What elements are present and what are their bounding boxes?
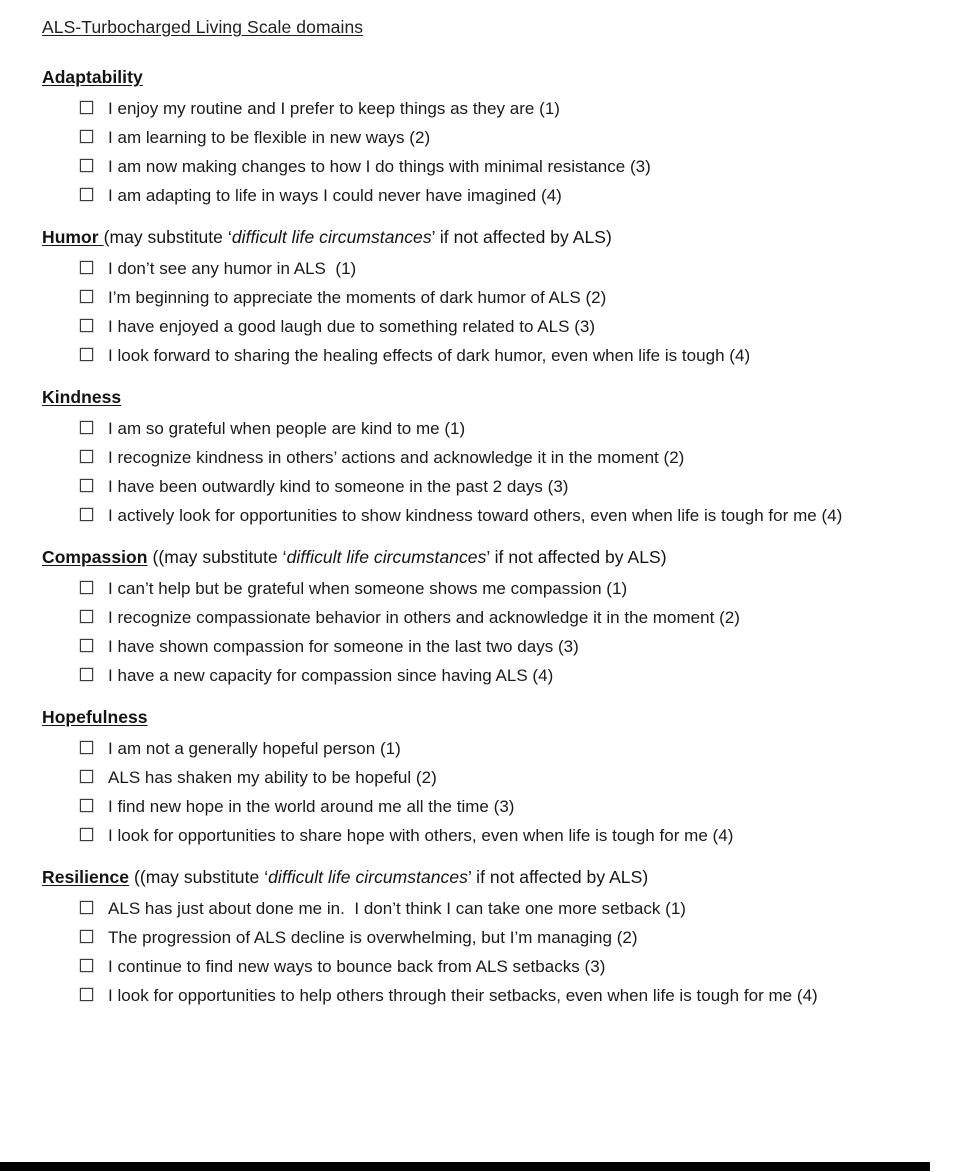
checkbox-item[interactable] bbox=[42, 443, 918, 472]
checkbox-item-label: I have enjoyed a good laugh due to something related to ALS (3) bbox=[108, 317, 596, 336]
domain-item-list bbox=[42, 734, 918, 850]
note-suffix: if not affected by ALS) bbox=[471, 867, 649, 887]
domain-heading-note bbox=[104, 227, 612, 247]
checkbox-item-label: I have been outwardly kind to someone in the past 2 days (3) bbox=[108, 477, 569, 496]
domain-heading bbox=[42, 386, 918, 409]
note-quote-close: ’ bbox=[467, 867, 472, 887]
checkbox-item-label: I look for opportunities to share hope with others, even when life is tough for me (4) bbox=[108, 826, 734, 845]
domain-item-list bbox=[42, 574, 918, 690]
checkbox-item-label: I am adapting to life in ways I could never have imagined (4) bbox=[108, 186, 562, 205]
checkbox-icon[interactable] bbox=[80, 130, 93, 143]
checkbox-item[interactable] bbox=[42, 923, 918, 952]
note-quote-open: ‘ bbox=[282, 547, 287, 567]
domain-heading-label: Compassion bbox=[42, 547, 148, 567]
domain-heading bbox=[42, 226, 918, 249]
checkbox-item[interactable] bbox=[42, 792, 918, 821]
checkbox-item[interactable] bbox=[42, 94, 918, 123]
domain-section bbox=[42, 226, 918, 370]
checkbox-item-label: I don’t see any humor in ALS (1) bbox=[108, 259, 357, 278]
checkbox-item-label: I am not a generally hopeful person (1) bbox=[108, 739, 401, 758]
checkbox-icon[interactable] bbox=[80, 668, 93, 681]
checkbox-icon[interactable] bbox=[80, 959, 93, 972]
checkbox-item-label: I look for opportunities to help others through their setbacks, even when life is tough for me (4) bbox=[108, 986, 818, 1005]
checkbox-item-label: ALS has just about done me in. I don’t think I can take one more setback (1) bbox=[108, 899, 686, 918]
checkbox-icon[interactable] bbox=[80, 770, 93, 783]
checkbox-item[interactable] bbox=[42, 734, 918, 763]
checkbox-item[interactable] bbox=[42, 952, 918, 981]
checkbox-item-label: The progression of ALS decline is overwhelming, but I’m managing (2) bbox=[108, 928, 638, 947]
checkbox-item[interactable] bbox=[42, 603, 918, 632]
note-quote-open: ‘ bbox=[264, 867, 269, 887]
checkbox-icon[interactable] bbox=[80, 348, 93, 361]
checkbox-icon[interactable] bbox=[80, 639, 93, 652]
checkbox-icon[interactable] bbox=[80, 799, 93, 812]
checkbox-icon[interactable] bbox=[80, 421, 93, 434]
note-suffix: if not affected by ALS) bbox=[434, 227, 612, 247]
note-prefix: ((may substitute bbox=[147, 547, 283, 567]
checkbox-icon[interactable] bbox=[80, 930, 93, 943]
checkbox-icon[interactable] bbox=[80, 828, 93, 841]
checkbox-item-label: I am so grateful when people are kind to me (1) bbox=[108, 419, 466, 438]
checkbox-icon[interactable] bbox=[80, 508, 93, 521]
note-italic-phrase: difficult life circumstances bbox=[231, 227, 432, 247]
checkbox-item[interactable] bbox=[42, 894, 918, 923]
domain-section bbox=[42, 66, 918, 210]
checkbox-icon[interactable] bbox=[80, 610, 93, 623]
domain-heading-note bbox=[129, 867, 648, 887]
checkbox-item[interactable] bbox=[42, 254, 918, 283]
checkbox-item[interactable] bbox=[42, 501, 918, 530]
checkbox-item-label: I actively look for opportunities to show kindness toward others, even when life is tough for me (4) bbox=[108, 506, 843, 525]
domain-heading-label: Hopefulness bbox=[42, 707, 148, 727]
domain-heading-note bbox=[148, 547, 667, 567]
domain-item-list bbox=[42, 94, 918, 210]
checkbox-item-label: I find new hope in the world around me all the time (3) bbox=[108, 797, 515, 816]
domain-heading-label: Kindness bbox=[42, 387, 122, 407]
domain-item-list bbox=[42, 254, 918, 370]
checkbox-item-label: I recognize kindness in others’ actions and acknowledge it in the moment (2) bbox=[108, 448, 685, 467]
checkbox-icon[interactable] bbox=[80, 290, 93, 303]
checkbox-item-label: I have a new capacity for compassion since having ALS (4) bbox=[108, 666, 554, 685]
checkbox-icon[interactable] bbox=[80, 101, 93, 114]
checkbox-item[interactable] bbox=[42, 181, 918, 210]
page-title-text: ALS-Turbocharged Living Scale domains bbox=[42, 17, 364, 37]
checkbox-item-label: I’m beginning to appreciate the moments of dark humor of ALS (2) bbox=[108, 288, 607, 307]
checkbox-item[interactable] bbox=[42, 152, 918, 181]
checkbox-item[interactable] bbox=[42, 341, 918, 370]
checkbox-item-label: ALS has shaken my ability to be hopeful (2) bbox=[108, 768, 437, 787]
checkbox-icon[interactable] bbox=[80, 741, 93, 754]
domain-heading-label: Humor bbox=[42, 227, 104, 247]
checkbox-item[interactable] bbox=[42, 661, 918, 690]
domain-heading bbox=[42, 546, 918, 569]
domain-heading-label: Resilience bbox=[42, 867, 130, 887]
checkbox-item[interactable] bbox=[42, 574, 918, 603]
checkbox-item[interactable] bbox=[42, 763, 918, 792]
note-prefix: ((may substitute bbox=[129, 867, 265, 887]
checkbox-icon[interactable] bbox=[80, 479, 93, 492]
checkbox-item[interactable] bbox=[42, 312, 918, 341]
domain-section bbox=[42, 386, 918, 530]
checkbox-item-label: I look forward to sharing the healing effects of dark humor, even when life is tough (4) bbox=[108, 346, 751, 365]
domain-section bbox=[42, 706, 918, 850]
domain-heading bbox=[42, 866, 918, 889]
checkbox-item[interactable] bbox=[42, 123, 918, 152]
checkbox-icon[interactable] bbox=[80, 319, 93, 332]
checkbox-item-label: I am learning to be flexible in new ways (2) bbox=[108, 128, 431, 147]
checkbox-icon[interactable] bbox=[80, 159, 93, 172]
checkbox-icon[interactable] bbox=[80, 581, 93, 594]
checkbox-item[interactable] bbox=[42, 283, 918, 312]
checkbox-icon[interactable] bbox=[80, 188, 93, 201]
note-suffix: if not affected by ALS) bbox=[489, 547, 667, 567]
checkbox-item-label: I recognize compassionate behavior in others and acknowledge it in the moment (2) bbox=[108, 608, 740, 627]
domain-section bbox=[42, 866, 918, 1010]
checkbox-item-label: I continue to find new ways to bounce back from ALS setbacks (3) bbox=[108, 957, 606, 976]
checkbox-item[interactable] bbox=[42, 632, 918, 661]
checkbox-item[interactable] bbox=[42, 821, 918, 850]
note-quote-open: ‘ bbox=[227, 227, 232, 247]
checkbox-item-label: I can’t help but be grateful when someone shows me compassion (1) bbox=[108, 579, 628, 598]
checkbox-item[interactable] bbox=[42, 472, 918, 501]
note-italic-phrase: difficult life circumstances bbox=[286, 547, 487, 567]
domain-item-list bbox=[42, 414, 918, 530]
checkbox-item[interactable] bbox=[42, 414, 918, 443]
domain-sections bbox=[42, 66, 918, 1026]
note-quote-close: ’ bbox=[431, 227, 435, 247]
checkbox-item-label: I am now making changes to how I do things with minimal resistance (3) bbox=[108, 157, 651, 176]
checkbox-icon[interactable] bbox=[80, 988, 93, 1001]
domain-section bbox=[42, 546, 918, 690]
note-prefix: (may substitute bbox=[103, 227, 228, 247]
domain-heading-label: Adaptability bbox=[42, 67, 143, 87]
checkbox-item[interactable] bbox=[42, 981, 918, 1010]
checkbox-icon[interactable] bbox=[80, 261, 93, 274]
note-italic-phrase: difficult life circumstances bbox=[268, 867, 468, 887]
note-quote-close: ’ bbox=[486, 547, 490, 567]
checkbox-item-label: I enjoy my routine and I prefer to keep things as they are (1) bbox=[108, 99, 560, 118]
bottom-black-bar bbox=[0, 1162, 930, 1171]
checkbox-icon[interactable] bbox=[80, 450, 93, 463]
page-title bbox=[42, 16, 363, 38]
domain-heading bbox=[42, 66, 918, 89]
domain-item-list bbox=[42, 894, 918, 1010]
checkbox-item-label: I have shown compassion for someone in the last two days (3) bbox=[108, 637, 579, 656]
domain-heading bbox=[42, 706, 918, 729]
checkbox-icon[interactable] bbox=[80, 901, 93, 914]
